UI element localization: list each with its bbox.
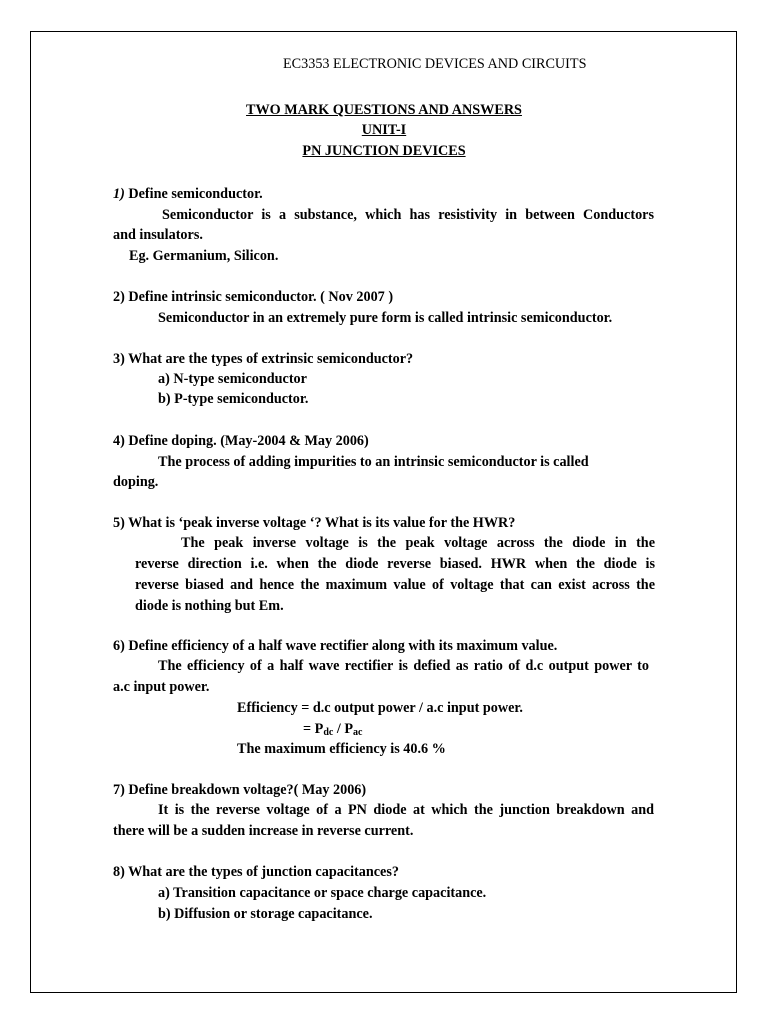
- title-line-1: TWO MARK QUESTIONS AND ANSWERS: [246, 102, 522, 118]
- course-header: EC3353 ELECTRONIC DEVICES AND CIRCUITS: [283, 56, 587, 72]
- q5-question: 5) What is ‘peak inverse voltage ‘? What is its value for the HWR?: [113, 515, 516, 531]
- title-line-3: PN JUNCTION DEVICES: [302, 143, 466, 159]
- q8-item-b: b) Diffusion or storage capacitance.: [158, 906, 373, 922]
- q3-item-b: b) P-type semiconductor.: [158, 391, 309, 407]
- page-border: [30, 31, 737, 993]
- q5-answer-line-4: diode is nothing but Em.: [135, 598, 284, 614]
- q6-formula-sub-dc: dc: [323, 727, 334, 738]
- q1-number: 1): [113, 186, 125, 202]
- q5-answer-line-1: The peak inverse voltage is the peak voltage across the diode in the: [181, 535, 655, 551]
- q2-question: 2) Define intrinsic semiconductor. ( Nov 2007 ): [113, 289, 394, 305]
- q1-answer-line-2: and insulators.: [113, 227, 203, 243]
- q4-answer-line-1: The process of adding impurities to an intrinsic semiconductor is called: [158, 454, 589, 470]
- q6-formula-eq-mid: / P: [333, 721, 354, 737]
- q6-formula-line-3: The maximum efficiency is 40.6 %: [237, 741, 446, 757]
- q6-question: 6) Define efficiency of a half wave rectifier along with its maximum value.: [113, 638, 558, 654]
- q7-question: 7) Define breakdown voltage?( May 2006): [113, 782, 367, 798]
- q6-formula-eq-start: = P: [303, 721, 324, 737]
- q6-formula-line-1: Efficiency = d.c output power / a.c input power.: [237, 700, 523, 716]
- q4-answer-line-2: doping.: [113, 474, 159, 490]
- q3-item-a: a) N-type semiconductor: [158, 371, 307, 387]
- q5-answer-line-3: reverse biased and hence the maximum value of voltage that can exist across the: [135, 577, 655, 593]
- q3-question: 3) What are the types of extrinsic semiconductor?: [113, 351, 414, 367]
- q7-answer-line-1: It is the reverse voltage of a PN diode at which the junction breakdown and: [158, 802, 654, 818]
- q6-answer-line-1: The efficiency of a half wave rectifier is defied as ratio of d.c output power to: [158, 658, 649, 674]
- q1-answer-line-3: Eg. Germanium, Silicon.: [129, 248, 279, 264]
- title-line-2: UNIT-I: [361, 122, 407, 138]
- q8-question: 8) What are the types of junction capacitances?: [113, 864, 399, 880]
- q6-answer-line-2: a.c input power.: [113, 679, 210, 695]
- q1-question: [113, 184, 263, 204]
- q8-item-a: a) Transition capacitance or space charge capacitance.: [158, 885, 487, 901]
- q1-question-text: Define semiconductor.: [124, 186, 263, 202]
- q5-answer-line-2: reverse direction i.e. when the diode reverse biased. HWR when the diode is: [135, 556, 655, 572]
- q4-question: 4) Define doping. (May-2004 & May 2006): [113, 433, 369, 449]
- q2-answer-line-1: Semiconductor in an extremely pure form is called intrinsic semiconductor.: [158, 310, 613, 326]
- q6-formula-sub-ac: ac: [353, 727, 363, 738]
- q7-answer-line-2: there will be a sudden increase in reverse current.: [113, 823, 414, 839]
- q1-answer-line-1: Semiconductor is a substance, which has resistivity in between Conductors: [162, 207, 654, 223]
- q6-formula-equation: [303, 719, 362, 739]
